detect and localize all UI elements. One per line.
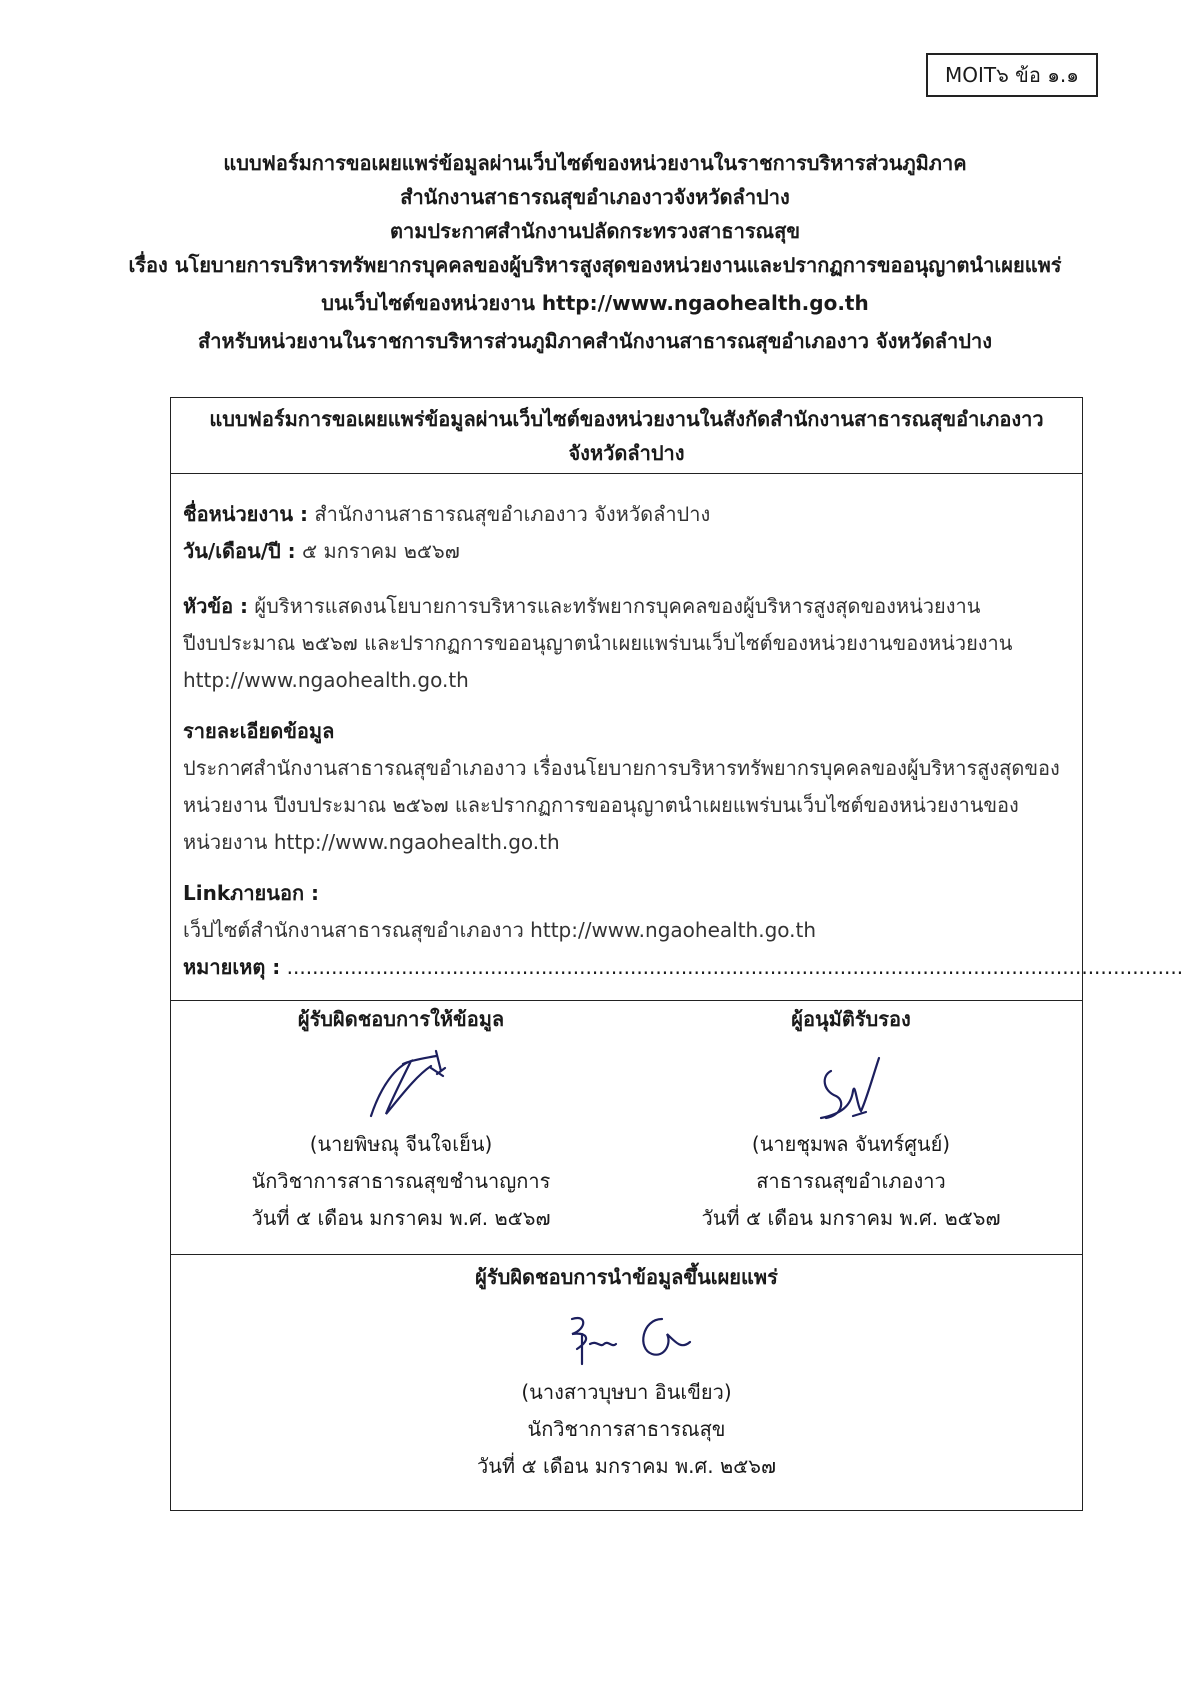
external-link-label: Linkภายนอก : — [183, 881, 320, 905]
external-link-value: เว็ปไซต์สำนักงานสาธารณสุขอำเภองาว http://www.ngaohealth.go.th — [183, 918, 817, 942]
approver-name: (นายชุมพล จันทร์ศูนย์) — [751, 1132, 951, 1156]
topic-label: หัวข้อ : — [183, 594, 249, 618]
heading-line-4: เรื่อง นโยบายการบริหารทรัพยากรบุคคลของผู้บริหารสูงสุดของหน่วยงานและปรากฏการขออนุญาตนำเผยแพร่ — [128, 253, 1062, 277]
heading-line-3: ตามประกาศสำนักงานปลัดกระทรวงสาธารณสุข — [389, 219, 800, 243]
approver-position: สาธารณสุขอำเภองาว — [756, 1169, 946, 1193]
info-provider-block — [211, 1001, 591, 1237]
info-provider-position: นักวิชาการสาธารณสุขชำนาญการ — [251, 1169, 551, 1193]
agency-value: สำนักงานสาธารณสุขอำเภองาว จังหวัดลำปาง — [314, 502, 711, 526]
heading-line-5: บนเว็บไซต์ของหน่วยงาน http://www.ngaohealth.go.th — [321, 291, 869, 315]
detail-label: รายละเอียดข้อมูล — [183, 719, 335, 743]
publication-form — [170, 397, 1184, 1511]
info-provider-name: (นายพิษณุ จีนใจเย็น) — [309, 1132, 493, 1156]
info-provider-signature — [341, 1046, 461, 1126]
publisher-title: ผู้รับผิดชอบการนำข้อมูลขึ้นเผยแพร่ — [475, 1265, 778, 1289]
document-code-box — [926, 53, 1098, 97]
publisher-section — [171, 1255, 1082, 1512]
date-label: วัน/เดือน/ปี : — [183, 539, 296, 563]
form-title — [171, 398, 1082, 474]
date-row — [183, 533, 1070, 570]
topic-line-2: ปีงบประมาณ ๒๕๖๗ และปรากฏการขออนุญาตนำเผยแพร่บนเว็บไซต์ของหน่วยงานของหน่วยงาน — [183, 631, 1013, 655]
publisher-date: วันที่ ๕ เดือน มกราคม พ.ศ. ๒๕๖๗ — [477, 1454, 776, 1478]
approver-signature — [791, 1046, 911, 1126]
form-title-line-2: จังหวัดลำปาง — [568, 441, 685, 465]
detail-line-1: ประกาศสำนักงานสาธารณสุขอำเภองาว เรื่องนโยบายการบริหารทรัพยากรบุคคลของผู้บริหารสูงสุดของ — [183, 756, 1060, 780]
topic-row — [183, 588, 1070, 625]
info-provider-title: ผู้รับผิดชอบการให้ข้อมูล — [297, 1007, 505, 1031]
approver-title: ผู้อนุมัติรับรอง — [791, 1007, 911, 1031]
approver-block — [651, 1001, 1051, 1237]
detail-line-3: หน่วยงาน http://www.ngaohealth.go.th — [183, 830, 560, 854]
note-row — [183, 949, 1184, 986]
publisher-position: นักวิชาการสาธารณสุข — [527, 1417, 726, 1441]
topic-line-1: ผู้บริหารแสดงนโยบายการบริหารและทรัพยากรบุคคลของผู้บริหารสูงสุดของหน่วยงาน — [254, 594, 981, 618]
document-code: MOIT๖ ข้อ ๑.๑ — [945, 63, 1079, 87]
approval-section — [171, 1001, 1082, 1255]
heading-line-6: สำหรับหน่วยงานในราชการบริหารส่วนภูมิภาคสำนักงานสาธารณสุขอำเภองาว จังหวัดลำปาง — [198, 329, 992, 353]
heading-line-2: สำนักงานสาธารณสุขอำเภองาวจังหวัดลำปาง — [400, 185, 790, 209]
publisher-signature — [542, 1304, 712, 1374]
topic-line-3: http://www.ngaohealth.go.th — [183, 668, 469, 692]
detail-line-2: หน่วยงาน ปีงบประมาณ ๒๕๖๗ และปรากฏการขออนุญาตนำเผยแพร่บนเว็บไซต์ของหน่วยงานของ — [183, 793, 1019, 817]
approver-date: วันที่ ๕ เดือน มกราคม พ.ศ. ๒๕๖๗ — [701, 1206, 1001, 1230]
date-value: ๕ มกราคม ๒๕๖๗ — [302, 539, 460, 563]
publisher-block — [171, 1259, 1082, 1485]
agency-label: ชื่อหน่วยงาน : — [183, 502, 309, 526]
note-dots: ............................................................................................................................................. — [286, 955, 1184, 979]
heading-line-1: แบบฟอร์มการขอเผยแพร่ข้อมูลผ่านเว็บไซต์ของหน่วยงานในราชการบริหารส่วนภูมิภาค — [223, 151, 967, 175]
info-provider-date: วันที่ ๕ เดือน มกราคม พ.ศ. ๒๕๖๗ — [251, 1206, 551, 1230]
note-label: หมายเหตุ : — [183, 955, 281, 979]
form-body — [171, 474, 1184, 1001]
form-title-line-1: แบบฟอร์มการขอเผยแพร่ข้อมูลผ่านเว็บไซต์ของหน่วยงานในสังกัดสำนักงานสาธารณสุขอำเภองาว — [209, 407, 1044, 431]
publisher-name: (นางสาวบุษบา อินเขียว) — [521, 1380, 732, 1404]
agency-row — [183, 496, 1070, 533]
